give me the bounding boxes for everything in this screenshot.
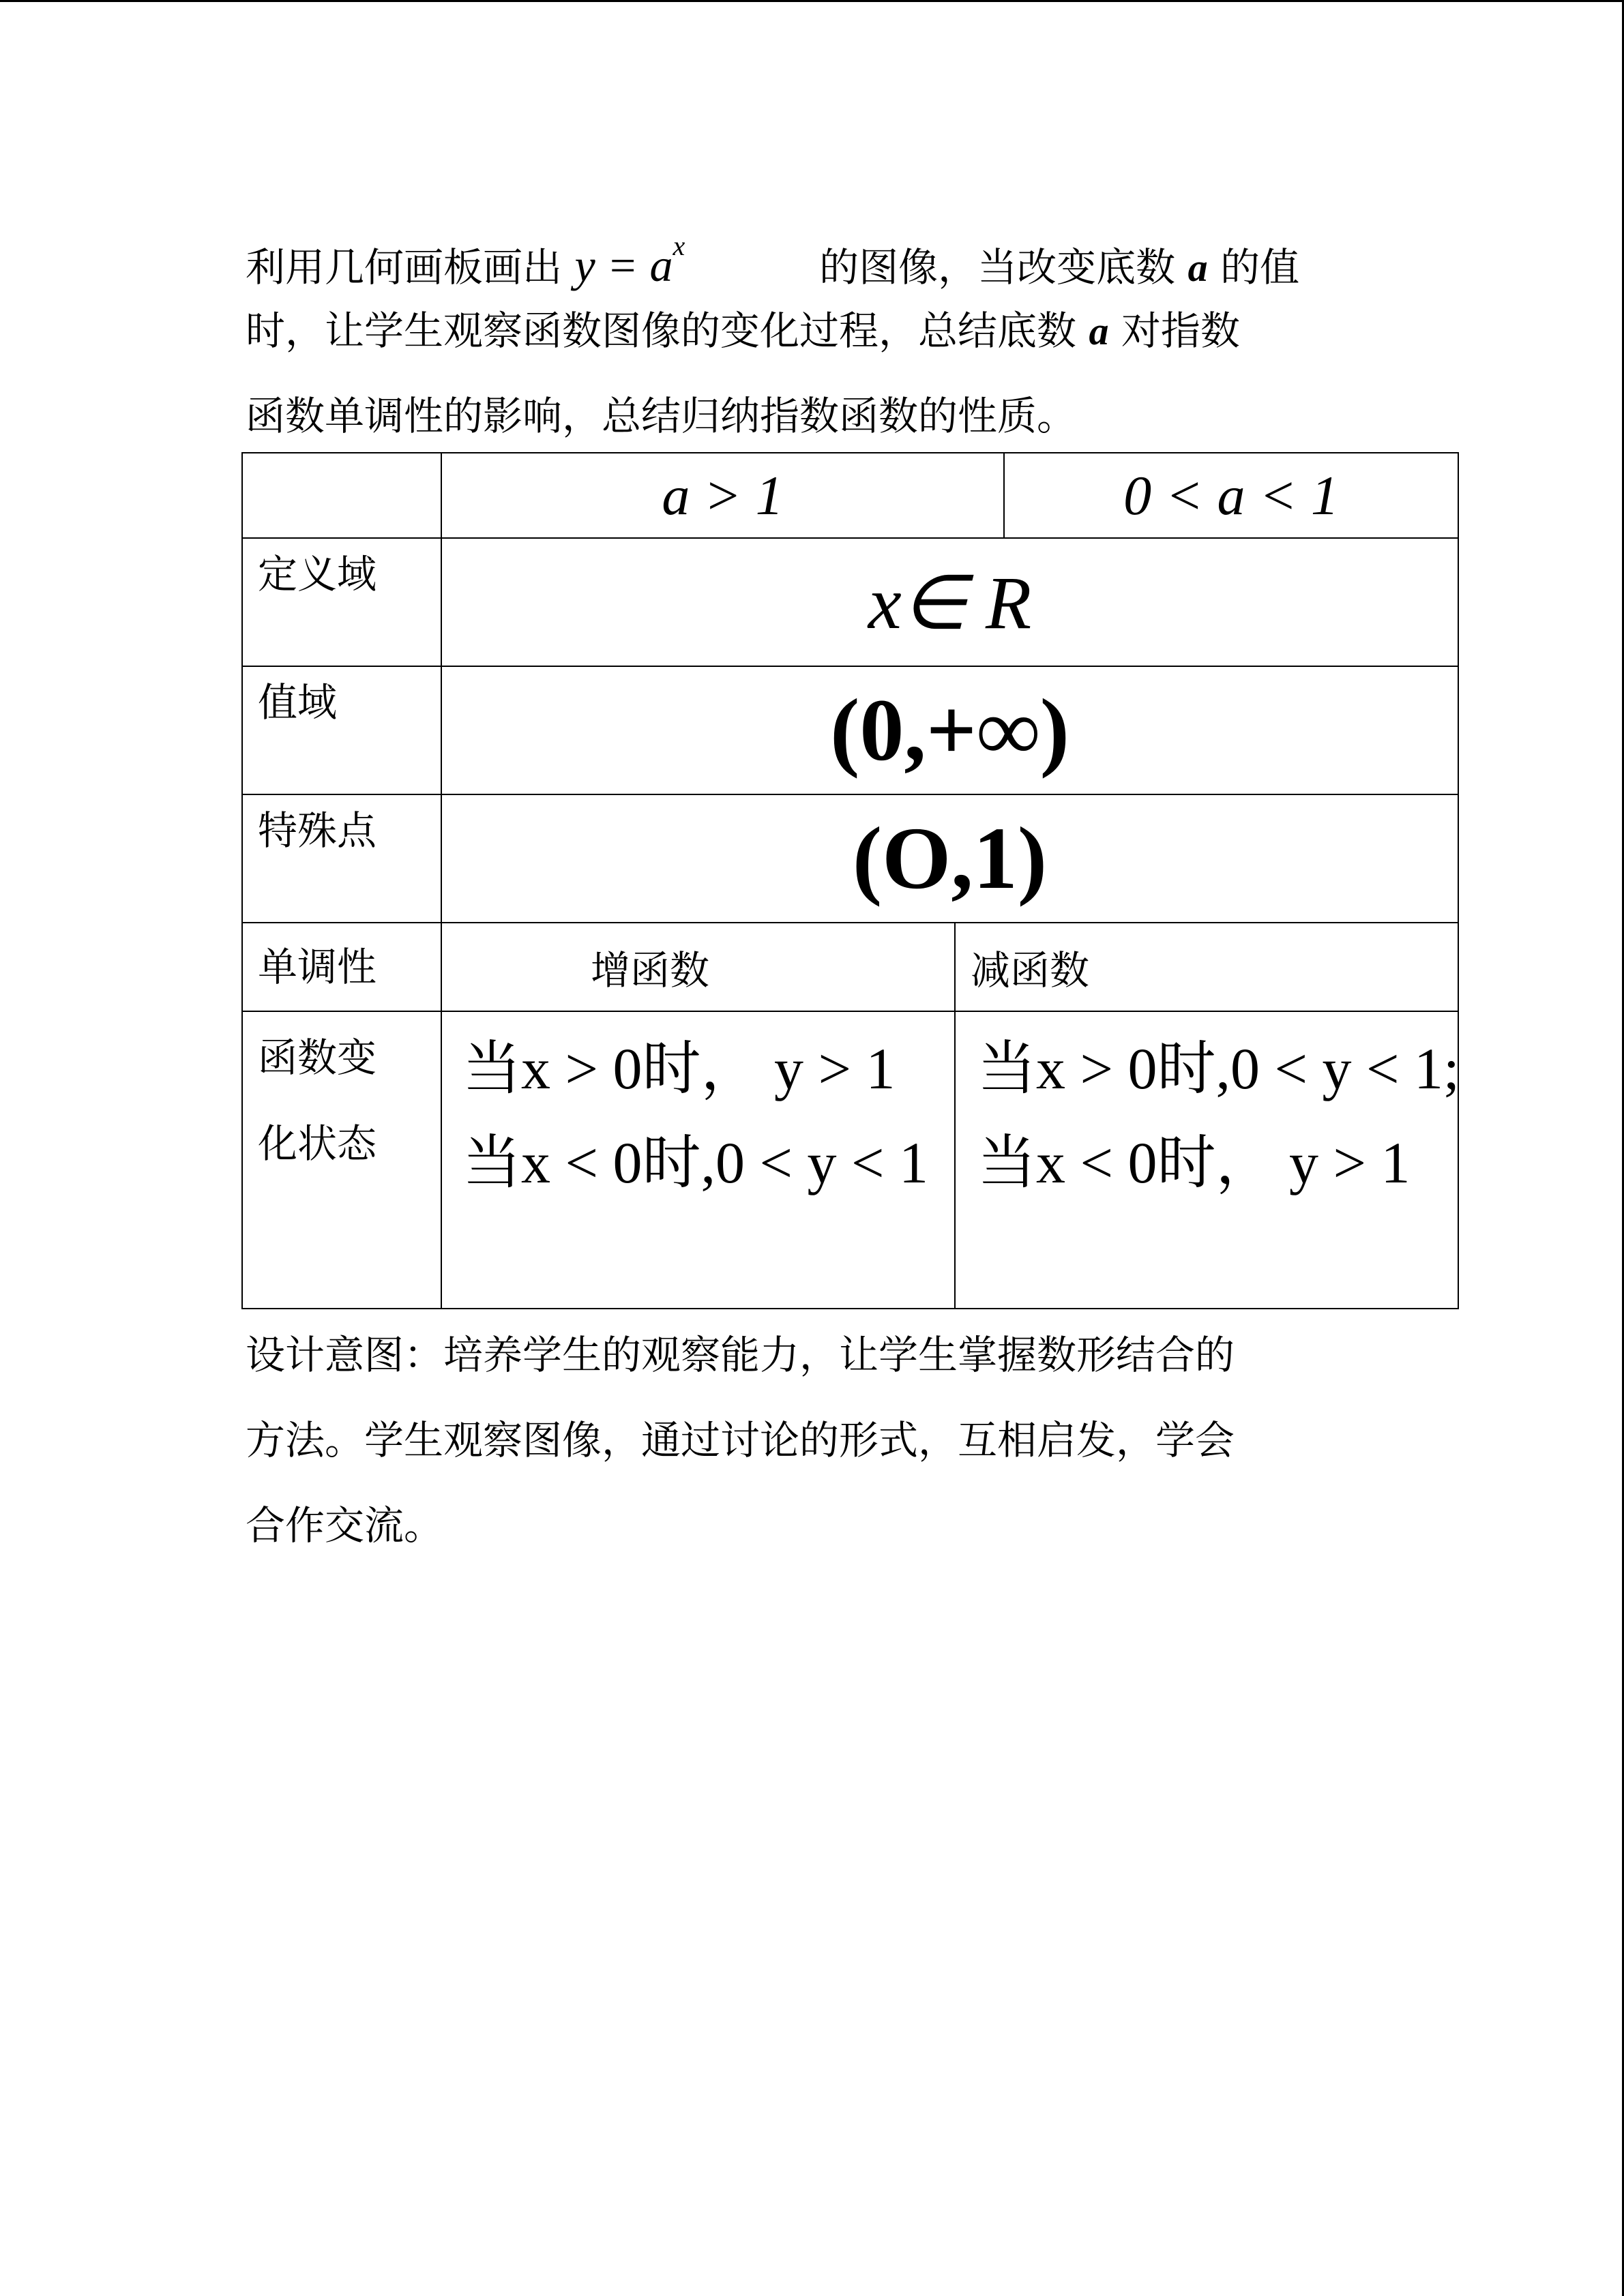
intro-text: 的图像，当改变底数 — [819, 244, 1176, 290]
intro-line-1 — [246, 203, 1300, 291]
table-row-special-point — [242, 794, 1458, 923]
change-label-line-2: 化状态 — [258, 1120, 377, 1167]
change-lt1-line-2: 当x < 0时， y > 1 — [977, 1130, 1411, 1195]
decreasing-cell: 减函数 — [955, 923, 1458, 1011]
intro-paragraph — [246, 203, 1299, 459]
variable-a: a — [1187, 245, 1208, 290]
change-lt1-line-1: 当x > 0时,0 < y < 1; — [977, 1036, 1460, 1101]
design-line-1: 设计意图：培养学生的观察能力，让学生掌握数形结合的 — [246, 1332, 1235, 1378]
intro-text: 时，让学生观察函数图像的变化过程，总结底数 — [246, 308, 1077, 354]
change-gt1-line-1: 当x > 0时， y > 1 — [462, 1036, 896, 1101]
intro-line-2 — [246, 288, 1299, 374]
table-row-range — [242, 666, 1458, 794]
change-a-gt-1 — [441, 1011, 955, 1309]
change-label-line-1: 函数变 — [258, 1034, 377, 1081]
table-header-row — [242, 453, 1458, 538]
table-row-monotonicity — [242, 923, 1458, 1011]
table-row-domain — [242, 538, 1458, 666]
formula-exponent: x — [673, 230, 685, 261]
range-value: (0,+∞) — [441, 666, 1458, 794]
header-empty-cell — [242, 453, 441, 538]
domain-label: 定义域 — [242, 538, 441, 666]
intro-line-3: 函数单调性的影响，总结归纳指数函数的性质。 — [246, 393, 1077, 439]
change-gt1-line-2: 当x < 0时,0 < y < 1 — [462, 1130, 929, 1195]
page-border-top — [0, 0, 1624, 2]
intro-text: 对指数 — [1121, 308, 1240, 354]
increasing-cell: 增函数 — [441, 923, 955, 1011]
domain-value: x∈ R — [441, 538, 1458, 666]
design-line-3: 合作交流。 — [246, 1502, 444, 1549]
change-label — [242, 1011, 441, 1309]
properties-table — [241, 452, 1459, 1309]
special-point-label: 特殊点 — [242, 794, 441, 923]
table-row-change — [242, 1011, 1458, 1309]
special-point-value: (O,1) — [441, 794, 1458, 923]
formula-base: y = a — [574, 239, 673, 291]
design-paragraph — [246, 1313, 1235, 1568]
design-line-2: 方法。学生观察图像，通过讨论的形式，互相启发，学会 — [246, 1417, 1235, 1463]
change-a-between — [955, 1011, 1458, 1309]
variable-a: a — [1089, 309, 1109, 353]
monotonicity-label: 单调性 — [242, 923, 441, 1011]
header-a-gt-1: a > 1 — [441, 453, 1004, 538]
header-a-between: 0 < a < 1 — [1004, 453, 1458, 538]
range-label: 值域 — [242, 666, 441, 794]
intro-text: 的值 — [1220, 244, 1300, 290]
intro-text: 利用几何画板画出 — [246, 244, 563, 290]
